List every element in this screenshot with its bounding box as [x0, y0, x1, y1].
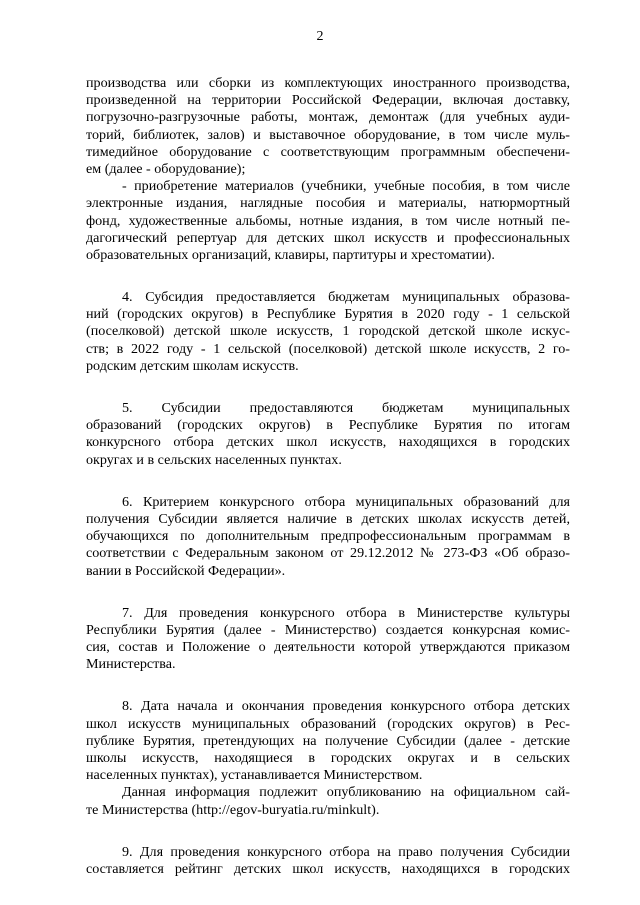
paragraph-item-9 — [86, 844, 570, 878]
text-line: электронные издания, наглядные пособия и материалы, натюрмортный — [86, 195, 570, 212]
text-line: погрузочно-разгрузочные работы, монтаж, демонтаж (для учебных ауди- — [86, 109, 570, 126]
text-line: вании в Российской Федерации». — [86, 562, 286, 579]
paragraph-item-7 — [86, 605, 570, 674]
text-line: образований (городских округов) в Республике Бурятия по итогам — [86, 417, 570, 434]
text-line: тимедийное оборудование с соответствующим программным обеспечени- — [86, 143, 570, 160]
text-line: образовательных организаций, клавиры, партитуры и хрестоматии). — [86, 246, 495, 263]
paragraph-item-5 — [86, 400, 570, 469]
paragraph-equipment-continuation — [86, 75, 570, 178]
text-line: 8. Дата начала и окончания проведения конкурсного отбора детских — [122, 698, 570, 715]
text-line: 7. Для проведения конкурсного отбора в Министерстве культуры — [122, 604, 570, 621]
text-line: производства или сборки из комплектующих иностранного производства, — [86, 75, 570, 91]
document-body — [86, 75, 570, 878]
text-line: 6. Критерием конкурсного отбора муниципальных образований для — [122, 493, 570, 510]
text-line: Республики Бурятия (далее - Министерство) создается конкурсная комис- — [86, 621, 570, 638]
text-line: ний (городских округов) в Республике Бурятия в 2020 году - 1 сельской — [86, 306, 570, 323]
paragraph-publication-notice — [86, 784, 570, 818]
text-line: те Министерства (http://egov-buryatia.ru/minkult). — [86, 801, 380, 818]
text-line: ем (далее - оборудование); — [86, 160, 246, 177]
text-line: получения Субсидии является наличие в детских школах искусств детей, — [86, 510, 570, 527]
text-line: 5. Субсидии предоставляются бюджетам муниципальных — [122, 400, 570, 416]
text-line: - приобретение материалов (учебники, учебные пособия, в том числе — [122, 178, 570, 195]
text-line: (поселковой) детской школе искусств, 1 городской детской школе искус- — [86, 323, 570, 340]
text-line: школы искусств, находящиеся в городских округах и в сельских — [86, 750, 570, 766]
text-line: публике Бурятия, претендующих на получение Субсидии (далее - детские — [86, 732, 570, 749]
paragraph-item-4 — [86, 289, 570, 375]
text-line: сия, состав и Положение о деятельности которой утверждаются приказом — [86, 639, 570, 656]
paragraph-item-8 — [86, 698, 570, 784]
paragraph-materials — [86, 178, 570, 264]
text-line: округах и в сельских населенных пунктах. — [86, 451, 342, 468]
text-line: соответствии с Федеральным законом от 29.12.2012 № 273-ФЗ «Об образо- — [86, 545, 570, 562]
text-line: торий, библиотек, залов) и выставочное оборудование, в том числе муль- — [86, 126, 570, 143]
page-number: 2 — [316, 29, 324, 44]
text-line: обучающихся по дополнительным предпрофессиональным программам в — [86, 528, 570, 545]
text-line: Министерства. — [86, 656, 176, 673]
text-line: школ искусств муниципальных образований (городских округов) в Рес- — [86, 715, 570, 732]
text-line: населенных пунктах), устанавливается Министерством. — [86, 767, 423, 784]
text-line: составляется рейтинг детских школ искусств, находящихся в городских — [86, 860, 570, 877]
text-line: 4. Субсидия предоставляется бюджетам муниципальных образова- — [122, 289, 570, 306]
text-line: фонд, художественные альбомы, нотные издания, в том числе нотный пе- — [86, 212, 570, 229]
paragraph-item-6 — [86, 494, 570, 580]
text-line: Данная информация подлежит опубликованию на официальном сай- — [122, 784, 570, 801]
text-line: ств; в 2022 году - 1 сельской (поселковой) детской школе искусств, 2 го- — [86, 340, 570, 357]
text-line: родским детским школам искусств. — [86, 357, 299, 374]
text-line: 9. Для проведения конкурсного отбора на право получения Субсидии — [122, 843, 570, 860]
text-line: дагогический репертуар для детских школ искусств и профессиональных — [86, 229, 570, 246]
text-line: произведенной на территории Российской Федерации, включая доставку, — [86, 92, 570, 109]
text-line: конкурсного отбора детских школ искусств, находящихся в городских — [86, 434, 570, 451]
